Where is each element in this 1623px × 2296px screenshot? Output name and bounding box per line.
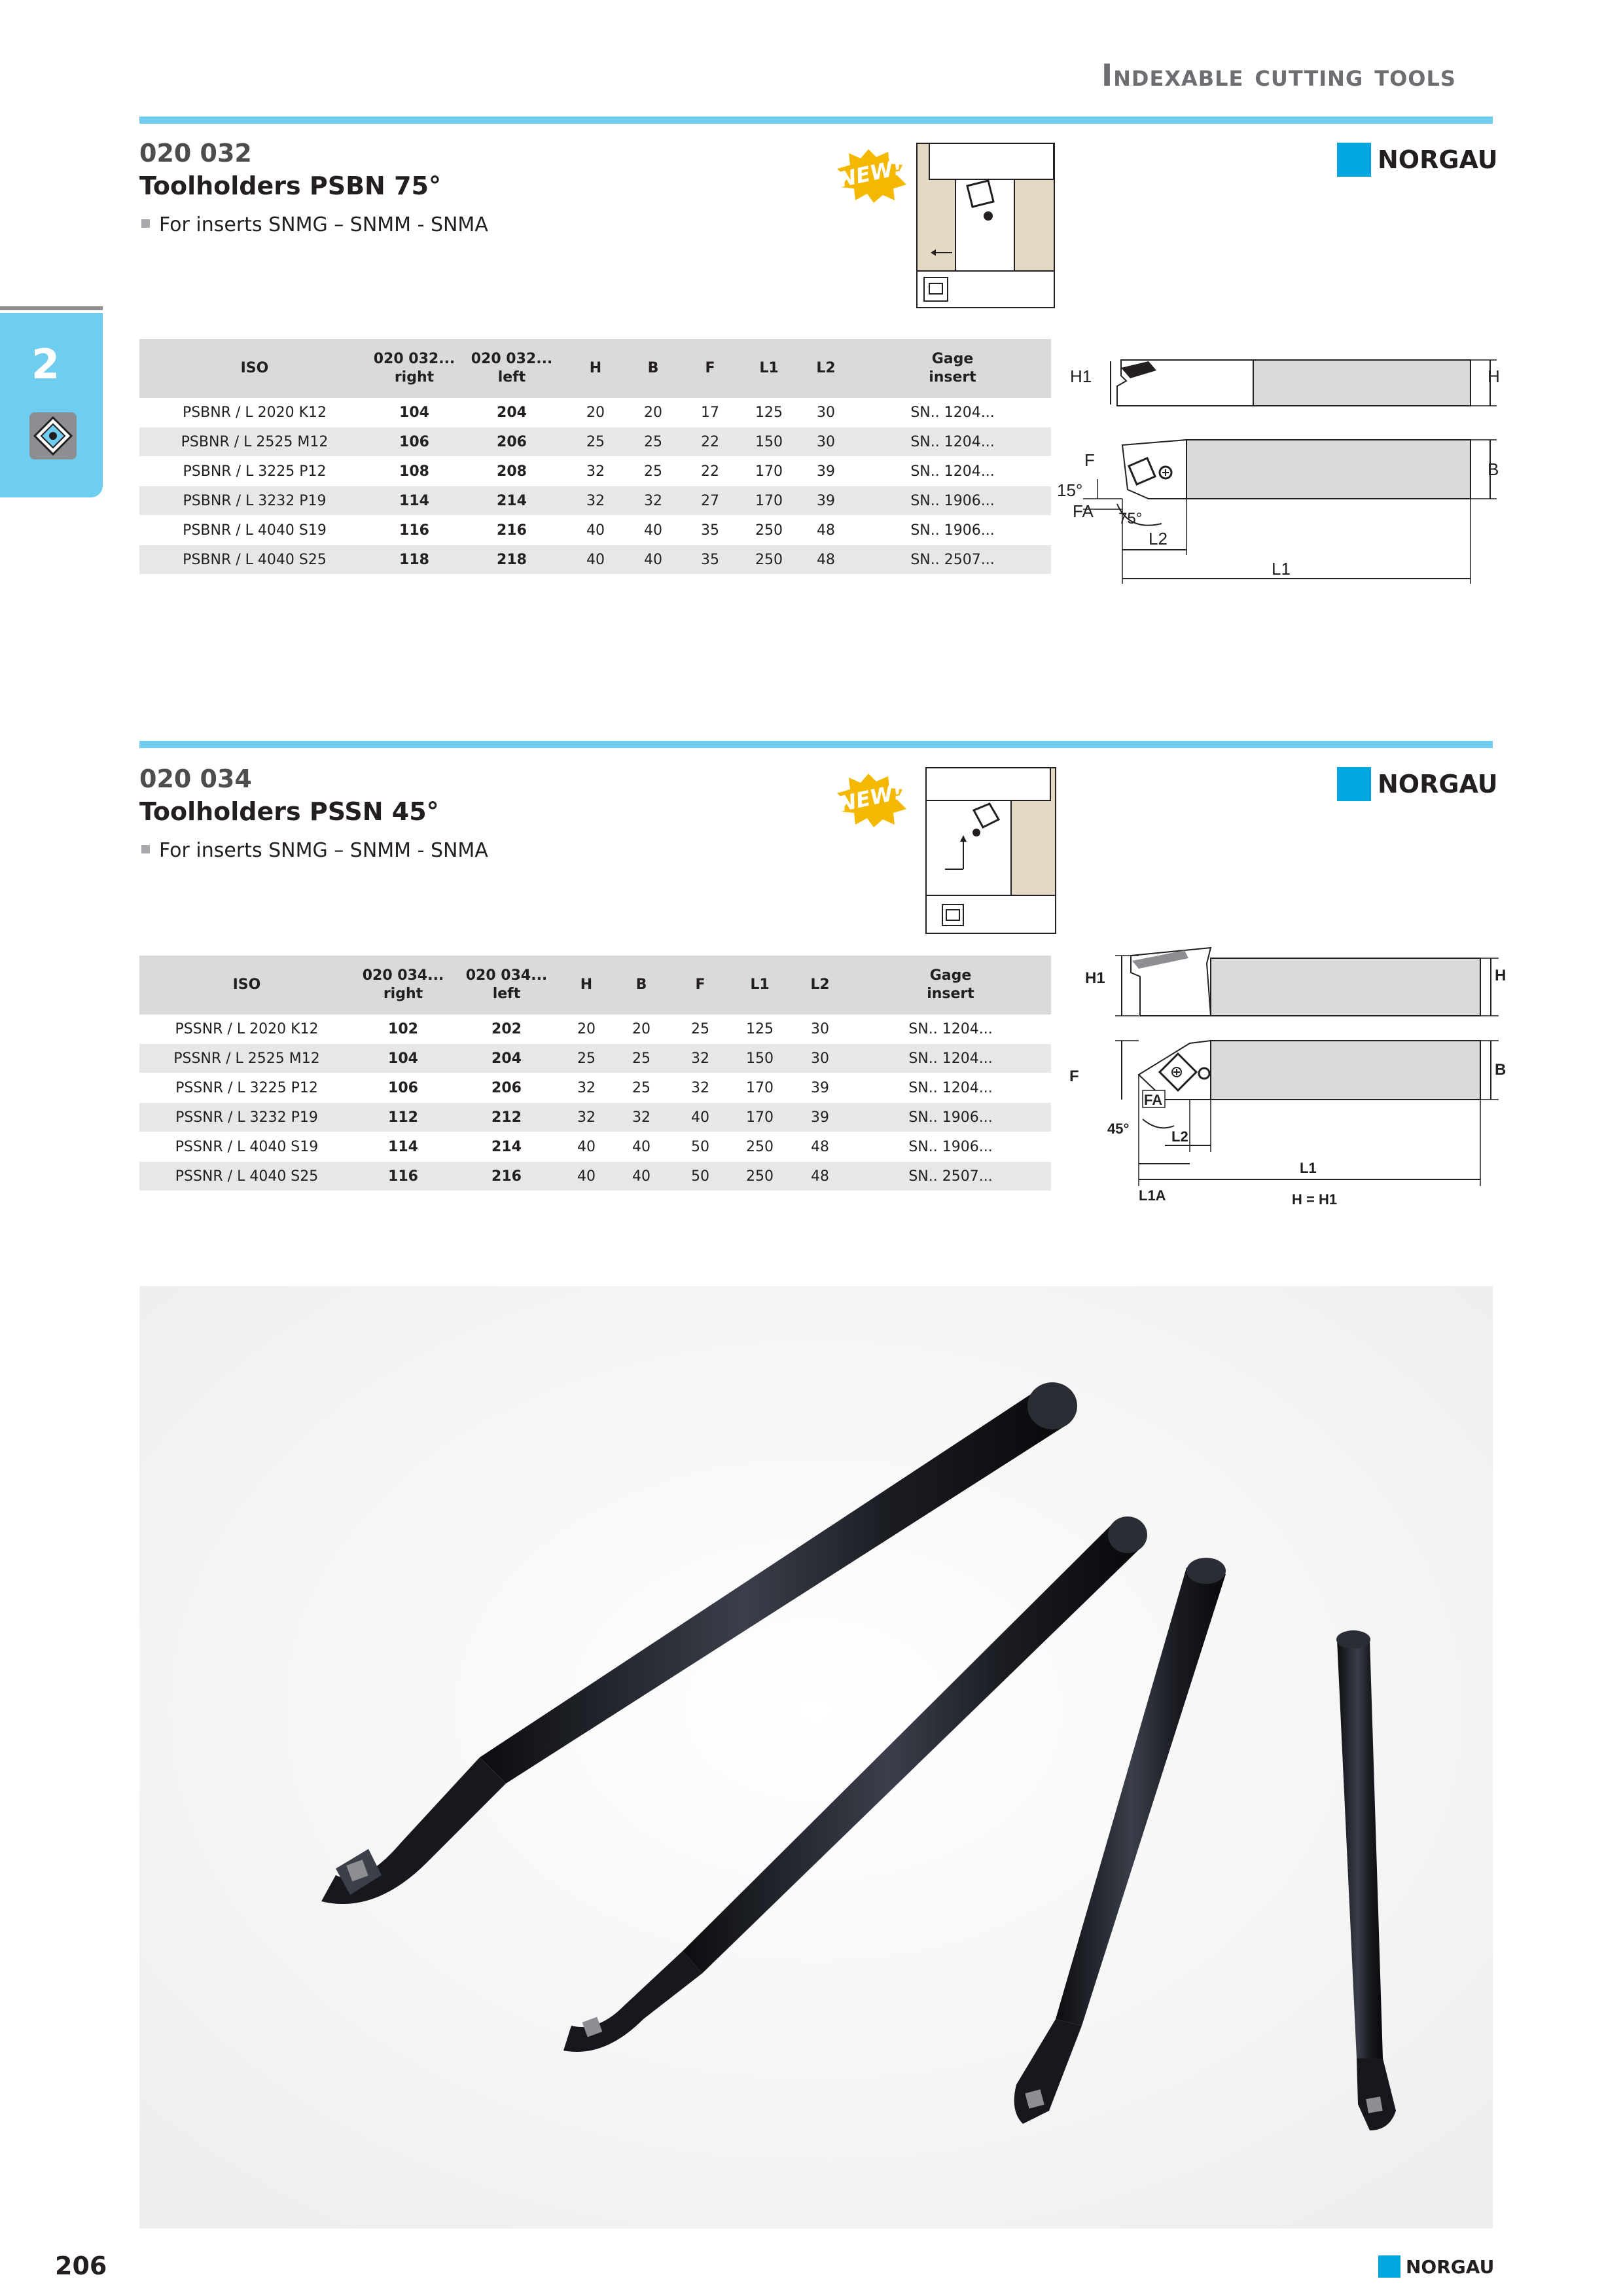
cell-left: 216 <box>452 1162 561 1191</box>
cell-right: 116 <box>354 1162 452 1191</box>
dim-label-f: F <box>1069 1067 1079 1085</box>
brand-name: NORGAU <box>1406 2255 1495 2278</box>
cell-iso: PSSNR / L 3232 P19 <box>139 1103 354 1132</box>
cell-l1: 125 <box>755 404 783 421</box>
col-header-left-code: 020 034... <box>465 967 548 984</box>
cell-f: 27 <box>680 486 740 516</box>
dim-label-h: H <box>1495 967 1507 984</box>
side-tab-cap <box>0 306 103 310</box>
brand-square-icon <box>1337 143 1371 177</box>
cell-right: 104 <box>354 1044 452 1073</box>
cell-gage-insert: SN.. 2507... <box>850 1162 1051 1191</box>
cell-gage-insert: SN.. 1204... <box>910 404 995 421</box>
cell-h: 25 <box>565 427 626 457</box>
cell-f: 22 <box>701 463 719 480</box>
cell-h: 40 <box>586 522 605 539</box>
footer-brand-logo <box>1378 2255 1494 2278</box>
table-row <box>139 516 1051 545</box>
spec-table-2 <box>139 956 1051 1191</box>
brand-square-icon <box>1337 767 1371 801</box>
section-1-subtitle <box>141 213 488 236</box>
cell-l2: 39 <box>798 486 854 516</box>
section-2-title: Toolholders PSSN 45° <box>139 797 439 826</box>
section-1-subtitle-text: For inserts SNMG – SNMM - SNMA <box>159 213 488 236</box>
col-header-right-code: 020 034... <box>362 967 444 984</box>
col-header-insert: insert <box>927 986 974 1002</box>
dim-label-b: B <box>1495 1061 1507 1079</box>
dim-label-45deg: 45° <box>1107 1121 1130 1137</box>
col-header-iso: ISO <box>139 956 354 1014</box>
col-header-left-code: 020 032... <box>471 351 553 367</box>
cell-l1: 250 <box>755 522 783 539</box>
cell-iso: PSBNR / L 4040 S25 <box>139 545 370 575</box>
cell-left: 212 <box>452 1103 561 1132</box>
cell-b: 40 <box>612 1162 671 1191</box>
cell-gage-insert: SN.. 2507... <box>854 545 1051 575</box>
new-badge-label: NEW! <box>836 154 905 192</box>
cell-h: 40 <box>577 1138 596 1155</box>
cell-f: 32 <box>691 1079 709 1096</box>
cell-left: 204 <box>497 404 527 421</box>
col-header-f: F <box>671 956 730 1014</box>
col-header-l1: L1 <box>730 956 790 1014</box>
cell-h: 25 <box>561 1044 612 1073</box>
cell-left: 204 <box>452 1044 561 1073</box>
cell-h: 40 <box>565 545 626 575</box>
insert-icon <box>29 412 77 459</box>
section-2-subtitle-text: For inserts SNMG – SNMM - SNMA <box>159 839 488 862</box>
cell-b: 40 <box>644 522 662 539</box>
cell-right: 116 <box>399 522 429 539</box>
cell-right: 112 <box>354 1103 452 1132</box>
drawing-note: H = H1 <box>1292 1191 1338 1208</box>
cell-left: 214 <box>491 1138 522 1155</box>
col-header-l1: L1 <box>740 339 798 398</box>
cell-h: 32 <box>586 463 605 480</box>
cell-right: 118 <box>370 545 459 575</box>
cell-gage-insert: SN.. 1204... <box>850 1044 1051 1073</box>
cell-l2: 30 <box>798 427 854 457</box>
cell-f: 35 <box>701 522 719 539</box>
cell-f: 32 <box>671 1044 730 1073</box>
bullet-square-icon <box>141 845 150 853</box>
dim-label-15deg: 15° <box>1057 480 1083 500</box>
section-2-rule <box>139 741 1493 748</box>
cell-l1: 250 <box>730 1162 790 1191</box>
cell-right: 106 <box>388 1079 418 1096</box>
cell-right: 114 <box>370 486 459 516</box>
cell-iso: PSBNR / L 3232 P19 <box>139 486 370 516</box>
cell-iso: PSSNR / L 2525 M12 <box>139 1044 354 1073</box>
cell-right: 104 <box>399 404 429 421</box>
cell-f: 50 <box>691 1138 709 1155</box>
col-header-right-label: right <box>383 986 423 1002</box>
brand-name: NORGAU <box>1378 770 1498 798</box>
cell-l1: 250 <box>740 545 798 575</box>
dim-label-h: H <box>1488 367 1500 386</box>
cell-gage-insert: SN.. 1204... <box>908 1020 993 1037</box>
cell-l2: 39 <box>817 463 835 480</box>
table-row <box>139 1162 1051 1191</box>
table-row <box>139 457 1051 486</box>
cell-l1: 170 <box>755 463 783 480</box>
technical-drawing-2 <box>1067 936 1512 1211</box>
cell-l2: 30 <box>811 1020 829 1037</box>
table-row <box>139 1103 1051 1132</box>
cell-h: 32 <box>577 1079 596 1096</box>
cell-l1: 125 <box>746 1020 774 1037</box>
col-header-h: H <box>565 339 626 398</box>
product-photo <box>139 1286 1493 2229</box>
technical-drawing-1 <box>1057 327 1508 589</box>
brand-logo <box>1337 143 1498 177</box>
bullet-square-icon <box>141 219 150 228</box>
cell-h: 32 <box>561 1103 612 1132</box>
dim-label-l1a: L1A <box>1139 1187 1166 1204</box>
brand-logo <box>1337 767 1498 801</box>
dim-label-fa: FA <box>1073 501 1094 521</box>
dim-label-l1: L1 <box>1300 1160 1317 1176</box>
cell-b: 25 <box>644 463 662 480</box>
cell-b: 25 <box>626 427 680 457</box>
cell-l2: 48 <box>798 545 854 575</box>
table-row <box>139 398 1051 427</box>
dim-label-f: F <box>1084 450 1095 470</box>
col-header-gage-insert <box>850 956 1051 1014</box>
cell-left: 208 <box>497 463 527 480</box>
cell-h: 20 <box>577 1020 596 1037</box>
dim-label-h1: H1 <box>1085 969 1105 987</box>
cell-gage-insert: SN.. 1906... <box>854 486 1051 516</box>
toolholder-preview-image <box>925 767 1056 934</box>
col-header-right <box>370 339 459 398</box>
dim-label-fa: FA <box>1144 1092 1163 1108</box>
chapter-number: 2 <box>31 340 60 388</box>
cell-iso: PSSNR / L 2020 K12 <box>175 1020 319 1037</box>
toolholder-preview-image <box>916 143 1055 308</box>
col-header-b: B <box>612 956 671 1014</box>
table-row <box>139 486 1051 516</box>
cell-iso: PSSNR / L 4040 S25 <box>139 1162 354 1191</box>
cell-left: 218 <box>459 545 565 575</box>
dim-label-h1: H1 <box>1070 367 1092 386</box>
cell-left: 206 <box>491 1079 522 1096</box>
cell-right: 114 <box>388 1138 418 1155</box>
col-header-b: B <box>626 339 680 398</box>
col-header-h: H <box>561 956 612 1014</box>
cell-b: 32 <box>626 486 680 516</box>
cell-f: 17 <box>701 404 719 421</box>
cell-left: 206 <box>459 427 565 457</box>
col-header-f: F <box>680 339 740 398</box>
cell-l2: 48 <box>811 1138 829 1155</box>
cell-iso: PSBNR / L 4040 S19 <box>183 522 327 539</box>
new-badge <box>828 770 910 831</box>
cell-gage-insert: SN.. 1204... <box>908 1079 993 1096</box>
cell-iso: PSSNR / L 3225 P12 <box>175 1079 318 1096</box>
table-row <box>139 1014 1051 1044</box>
cell-l1: 150 <box>730 1044 790 1073</box>
cell-l1: 150 <box>740 427 798 457</box>
dim-label-b: B <box>1488 459 1499 479</box>
brand-name: NORGAU <box>1378 145 1498 174</box>
cell-iso: PSBNR / L 2020 K12 <box>182 404 327 421</box>
col-header-insert: insert <box>929 369 976 386</box>
table-row <box>139 1132 1051 1162</box>
col-header-right <box>354 956 452 1014</box>
cell-f: 40 <box>671 1103 730 1132</box>
cell-f: 22 <box>680 427 740 457</box>
new-badge <box>828 145 910 207</box>
table-row <box>139 1044 1051 1073</box>
cell-right: 108 <box>399 463 429 480</box>
table-row <box>139 545 1051 575</box>
table-row <box>139 1073 1051 1103</box>
cell-gage-insert: SN.. 1906... <box>908 1138 993 1155</box>
cell-iso: PSSNR / L 4040 S19 <box>175 1138 319 1155</box>
page-number: 206 <box>55 2251 107 2280</box>
cell-right: 106 <box>370 427 459 457</box>
cell-gage-insert: SN.. 1906... <box>850 1103 1051 1132</box>
cell-f: 35 <box>680 545 740 575</box>
brand-square-icon <box>1378 2255 1400 2278</box>
cell-left: 216 <box>497 522 527 539</box>
cell-gage-insert: SN.. 1204... <box>910 463 995 480</box>
col-header-right-label: right <box>394 369 435 386</box>
cell-b: 40 <box>626 545 680 575</box>
cell-f: 25 <box>691 1020 709 1037</box>
cell-b: 20 <box>632 1020 651 1037</box>
col-header-gage-insert <box>854 339 1051 398</box>
table-row <box>139 427 1051 457</box>
dim-label-l1: L1 <box>1272 559 1291 579</box>
cell-b: 40 <box>632 1138 651 1155</box>
col-header-gage: Gage <box>929 967 972 984</box>
col-header-gage: Gage <box>931 351 974 367</box>
header-rule <box>139 117 1493 124</box>
col-header-l2: L2 <box>798 339 854 398</box>
col-header-left-label: left <box>497 369 526 386</box>
cell-l2: 39 <box>790 1103 850 1132</box>
cell-f: 50 <box>671 1162 730 1191</box>
section-2-subtitle <box>141 839 488 862</box>
spec-table-1 <box>139 339 1051 575</box>
cell-b: 32 <box>612 1103 671 1132</box>
cell-h: 40 <box>561 1162 612 1191</box>
page-header-title: Indexable cutting tools <box>1101 58 1456 93</box>
cell-b: 20 <box>644 404 662 421</box>
section-1-title: Toolholders PSBN 75° <box>139 171 441 200</box>
cell-l1: 170 <box>740 486 798 516</box>
cell-b: 25 <box>612 1044 671 1073</box>
dim-label-l2: L2 <box>1149 529 1168 548</box>
cell-iso: PSBNR / L 2525 M12 <box>139 427 370 457</box>
cell-b: 25 <box>632 1079 651 1096</box>
col-header-left <box>459 339 565 398</box>
col-header-left-label: left <box>492 986 521 1002</box>
col-header-iso: ISO <box>139 339 370 398</box>
cell-l2: 48 <box>817 522 835 539</box>
cell-l1: 170 <box>730 1103 790 1132</box>
cell-h: 32 <box>565 486 626 516</box>
cell-h: 20 <box>586 404 605 421</box>
section-2-code: 020 034 <box>139 764 252 793</box>
cell-iso: PSBNR / L 3225 P12 <box>183 463 327 480</box>
cell-gage-insert: SN.. 1204... <box>854 427 1051 457</box>
cell-l2: 30 <box>817 404 835 421</box>
new-badge-label: NEW! <box>836 779 905 817</box>
cell-l2: 48 <box>790 1162 850 1191</box>
col-header-l2: L2 <box>790 956 850 1014</box>
cell-l1: 250 <box>746 1138 774 1155</box>
cell-left: 214 <box>459 486 565 516</box>
cell-right: 102 <box>388 1020 418 1037</box>
cell-gage-insert: SN.. 1906... <box>910 522 995 539</box>
cell-left: 202 <box>491 1020 522 1037</box>
cell-l2: 39 <box>811 1079 829 1096</box>
dim-label-l2: L2 <box>1171 1128 1188 1145</box>
dim-label-75deg: 75° <box>1118 510 1143 528</box>
col-header-right-code: 020 032... <box>373 351 455 367</box>
col-header-left <box>452 956 561 1014</box>
cell-l2: 30 <box>790 1044 850 1073</box>
cell-l1: 170 <box>746 1079 774 1096</box>
section-1-code: 020 032 <box>139 139 252 168</box>
